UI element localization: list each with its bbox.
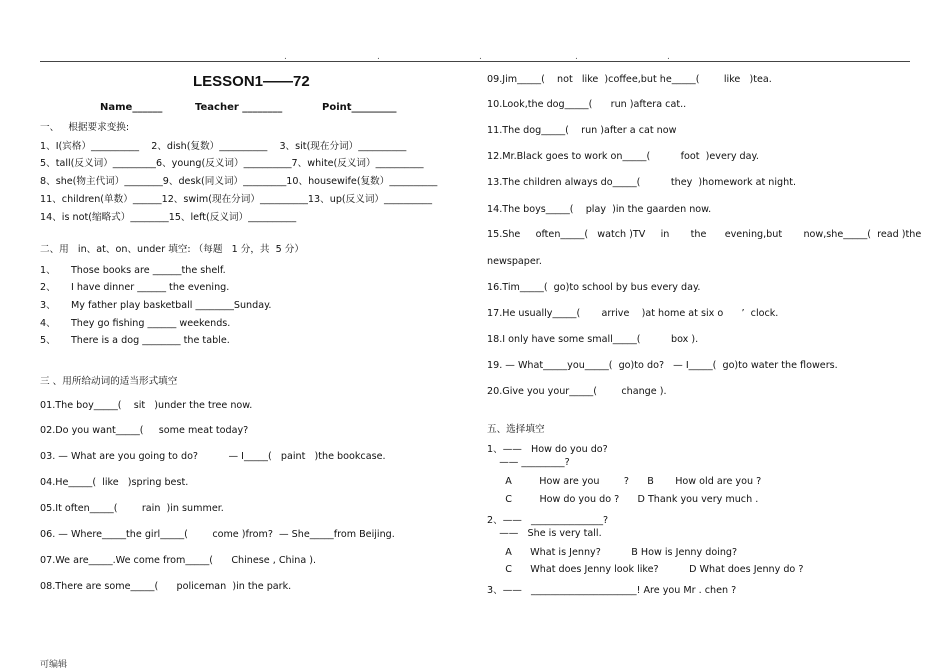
section3-item: 05.It often_____( rain )in summer. bbox=[40, 503, 224, 514]
section5-line: —— _________? bbox=[487, 457, 570, 468]
section3-item-wrap: newspaper. bbox=[487, 256, 542, 267]
section1-line: 8、she(物主代词）________9、desk(同义词）_________10、housewife(复数）__________ bbox=[40, 176, 438, 187]
section3-item: 19. — What_____you_____( go)to do? — I_____( go)to water the flowers. bbox=[487, 360, 838, 371]
section5-line: 3、—— ______________________! Are you Mr . chen ? bbox=[487, 585, 737, 596]
section5-line: —— She is very tall. bbox=[487, 528, 602, 539]
section3-item: 04.He_____( like )spring best. bbox=[40, 477, 189, 488]
section2-item: 1、 Those books are ______the shelf. bbox=[40, 265, 226, 276]
section1-line: 1、I(宾格）__________ 2、dish(复数）__________ 3、sit(现在分词）__________ bbox=[40, 141, 407, 152]
section3-heading: 三 、用所给动词的适当形式填空 bbox=[40, 376, 178, 387]
section3-item: 17.He usually_____( arrive )at home at six o ’ clock. bbox=[487, 308, 779, 319]
section5-line: 1、—— How do you do? bbox=[487, 444, 608, 455]
point-field-label: Point_________ bbox=[322, 102, 397, 113]
teacher-field-label: Teacher ________ bbox=[195, 102, 283, 113]
name-field-label: Name______ bbox=[100, 102, 163, 113]
page-title: LESSON1——72 bbox=[193, 73, 310, 90]
section5-line: 2、—— _______________? bbox=[487, 515, 609, 526]
section1-heading: 一、 根据要求变换: bbox=[40, 122, 130, 133]
section3-item: 14.The boys_____( play )in the gaarden now. bbox=[487, 204, 712, 215]
section1-line: 5、tall(反义词）_________6、young(反义词）__________7、white(反义词）__________ bbox=[40, 158, 424, 169]
section5-option-line: A What is Jenny? B How is Jenny doing? bbox=[487, 547, 738, 558]
section1-line: 11、children(单数）______12、swim(现在分词）__________13、up(反义词）__________ bbox=[40, 194, 432, 205]
section1-line: 14、is not(缩略式）________15、left(反义词）__________ bbox=[40, 212, 297, 223]
section5-option-line: C How do you do ? D Thank you very much . bbox=[487, 494, 759, 505]
section3-item: 11.The dog_____( run )after a cat now bbox=[487, 125, 677, 136]
section5-heading: 五、选择填空 bbox=[487, 424, 545, 435]
section5-option-line: C What does Jenny look like? D What does Jenny do ? bbox=[487, 564, 804, 575]
section3-item: 06. — Where_____the girl_____( come )from? — She_____from Beijing. bbox=[40, 529, 395, 540]
footer-note: 可编辑 bbox=[40, 660, 68, 670]
section3-item: 13.The children always do_____( they )homework at night. bbox=[487, 177, 797, 188]
section3-item: 08.There are some_____( policeman )in the park. bbox=[40, 581, 292, 592]
section3-item: 12.Mr.Black goes to work on_____( foot )every day. bbox=[487, 151, 759, 162]
section3-item: 16.Tim_____( go)to school by bus every day. bbox=[487, 282, 701, 293]
section2-heading: 二、用 in、at、on、under 填空: （每题 1 分，共 5 分） bbox=[40, 244, 304, 255]
section2-item: 4、 They go fishing ______ weekends. bbox=[40, 318, 231, 329]
section3-item: 07.We are_____.We come from_____( Chinese , China ). bbox=[40, 555, 317, 566]
section3-item: 10.Look,the dog_____( run )aftera cat.. bbox=[487, 99, 687, 110]
section3-item: 01.The boy_____( sit )under the tree now. bbox=[40, 400, 253, 411]
section3-item: 02.Do you want_____( some meat today? bbox=[40, 425, 249, 436]
section2-item: 2、 I have dinner ______ the evening. bbox=[40, 282, 230, 293]
section3-item: 15.She often_____( watch )TV in the evening,but now,she_____( read )the bbox=[487, 229, 922, 240]
top-dot-leaders: . . . . . bbox=[284, 52, 670, 62]
section2-item: 5、 There is a dog ________ the table. bbox=[40, 335, 230, 346]
section2-item: 3、 My father play basketball ________Sunday. bbox=[40, 300, 272, 311]
section3-item: 20.Give you your_____( change ). bbox=[487, 386, 667, 397]
section3-item: 18.I only have some small_____( box ). bbox=[487, 334, 699, 345]
section3-item: 09.Jim_____( not like )coffee,but he_____( like )tea. bbox=[487, 74, 772, 85]
section3-item: 03. — What are you going to do? — I_____( paint )the bookcase. bbox=[40, 451, 386, 462]
header-rule bbox=[40, 61, 910, 62]
section5-option-line: A How are you ? B How old are you ? bbox=[487, 476, 762, 487]
